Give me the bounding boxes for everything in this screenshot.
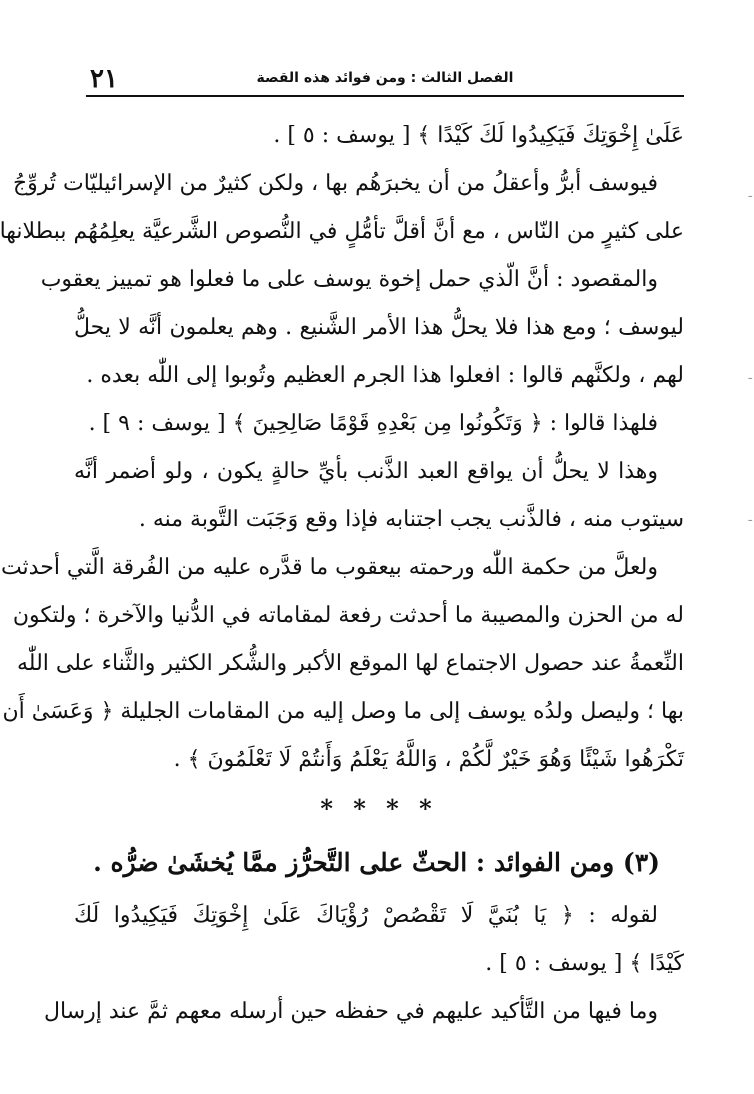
text-line: ولعلَّ من حكمة اللّٰه ورحمته بيعقوب ما قدَّره عليه من الفُرقة الَّتي أحدثت: [0, 555, 658, 580]
text-line: النِّعمةُ عند حصول الاجتماع لها الموقع الأكبر والشُّكر الكثير والثَّناء على اللّٰه: [16, 651, 684, 676]
text-line: لقوله : ﴿ يَا بُنَيَّ لَا تَقْصُصْ رُؤْيَاكَ عَلَىٰ إِخْوَتِكَ فَيَكِيدُوا لَكَ: [74, 903, 658, 928]
text-line: وما فيها من التَّأكيد عليهم في حفظه حين أرسله معهم ثمَّ عند إرسال: [44, 999, 658, 1024]
text-line: كَيْدًا ﴾ [ يوسف : ٥ ] .: [485, 951, 684, 976]
text-line: وهذا لا يحلُّ أن يواقع العبد الذَّنب بأيِّ حالةٍ يكون ، ولو أضمر أنَّه: [74, 459, 658, 484]
text-line: له من الحزن والمصيبة ما أحدثت رفعة لمقاماته في الدُّنيا والآخرة ؛ ولتكون: [12, 603, 684, 628]
text-line: عَلَىٰ إِخْوَتِكَ فَيَكِيدُوا لَكَ كَيْدًا ﴾ [ يوسف : ٥ ] .: [273, 123, 684, 148]
section-separator: * * * *: [320, 794, 438, 823]
text-line: على كثيرٍ من النّاس ، مع أنَّ أقلَّ تأمُّلٍ في النُّصوص الشَّرعيَّة يعلِمُهُم ببطلانها: [0, 219, 684, 244]
page-header: [86, 66, 684, 92]
text-line: فيوسف أبرُّ وأعقلُ من أن يخبرَهُم بها ، ولكن كثيرٌ من الإسرائيليّات تُروِّجُ: [12, 171, 658, 196]
page-number: ٢١: [90, 64, 118, 94]
margin-mark: ـ: [748, 186, 752, 200]
text-line: لهم ، ولكنَّهم قالوا : افعلوا هذا الجرم العظيم وتُوبوا إلى اللّٰه بعده .: [86, 363, 684, 388]
running-title: الفصل الثالث : ومن فوائد هذه القصة: [256, 70, 514, 86]
text-line: تَكْرَهُوا شَيْئًا وَهُوَ خَيْرٌ لَّكُمْ ، وَاللَّهُ يَعْلَمُ وَأَنتُمْ لَا تَعْلَمُونَ ﴾ .: [173, 747, 684, 772]
header-divider: [86, 95, 684, 97]
section-heading: (٣) ومن الفوائد : الحثّ على التَّحرُّز ممَّا يُخشَىٰ ضرُّه .: [93, 848, 660, 877]
text-line: ليوسف ؛ ومع هذا فلا يحلُّ هذا الأمر الشَّنيع . وهم يعلمون أنَّه لا يحلُّ: [74, 315, 684, 340]
margin-mark: ـ: [748, 368, 752, 382]
text-line: فلهذا قالوا : ﴿ وَتَكُونُوا مِن بَعْدِهِ قَوْمًا صَالِحِينَ ﴾ [ يوسف : ٩ ] .: [88, 411, 658, 436]
text-line: والمقصود : أنَّ الّذي حمل إخوة يوسف على ما فعلوا هو تمييز يعقوب: [40, 267, 658, 292]
text-line: بها ؛ وليصل ولدُه يوسف إلى ما وصل إليه من المقامات الجليلة ﴿ وَعَسَىٰ أَن: [2, 699, 684, 724]
margin-mark: ـ: [748, 510, 752, 524]
text-line: سيتوب منه ، فالذَّنب يجب اجتنابه فإذا وقع وَجَبَت التَّوبة منه .: [138, 507, 684, 532]
body-text: [0, 112, 684, 1036]
